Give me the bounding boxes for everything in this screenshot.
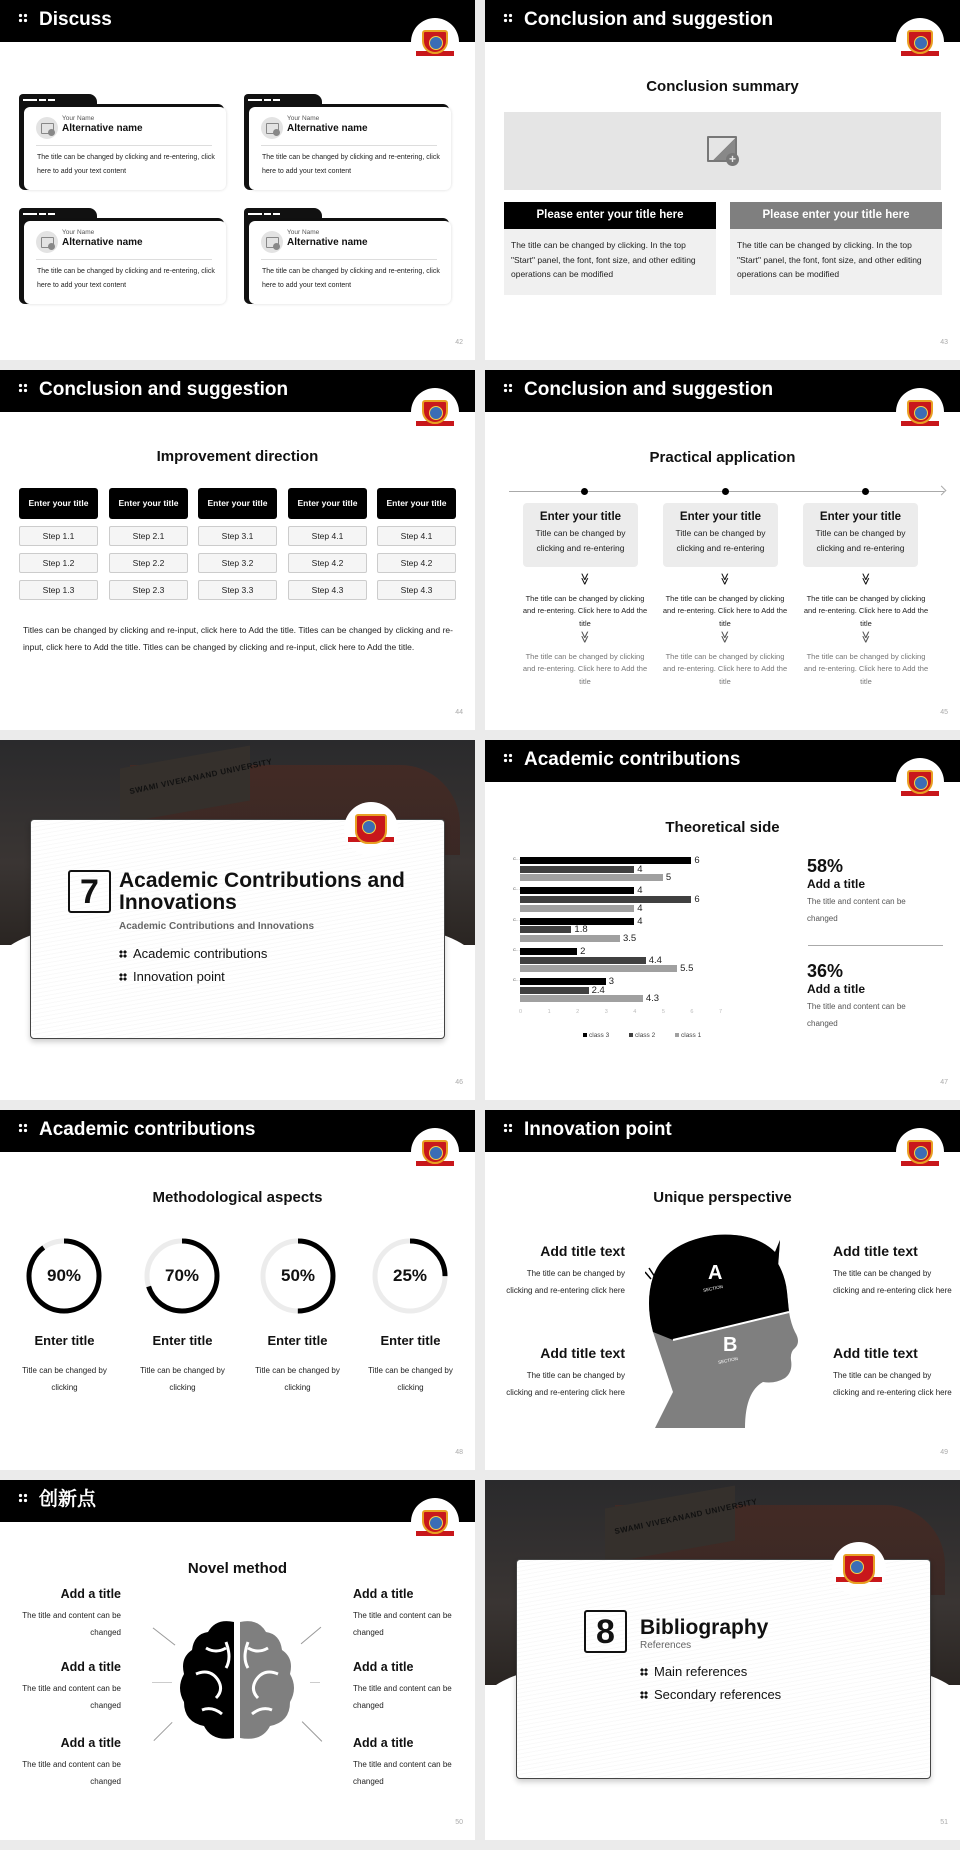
box-text: The title can be changed by clicking. In the top "Start" panel, the font, font size, and other editing operations can be modified [730,229,942,295]
block-title: Add a title [353,1587,414,1601]
dots-icon [503,1123,513,1133]
section-item[interactable]: Secondary references [640,1687,781,1702]
block-title: Add a title [353,1736,414,1750]
bar-value-label: 5.5 [680,963,694,975]
bar-value-label: 6 [694,855,700,866]
step-box[interactable]: Step 1.3 [19,580,98,600]
header-title: Discuss [39,9,112,30]
page-number: 51 [940,1819,948,1826]
dots-icon [18,13,28,23]
block-title: Add a title [60,1587,121,1601]
dots-icon [503,13,513,23]
caption: The title can be changed by clicking and re-entering. Click here to Add the title [803,652,929,686]
slide-subtitle: Improvement direction [156,448,319,465]
name-card[interactable] [16,94,226,192]
dots-icon [18,1123,28,1133]
application-box[interactable] [523,503,638,567]
slide-subtitle: Practical application [649,449,796,466]
dots-icon [640,1691,648,1699]
card-text: The title can be changed by clicking and re-entering, click here to add your text content [37,154,215,175]
stat-text: The title and content can be changed [807,1002,906,1028]
bar-value-label: 1.8 [574,924,588,936]
bar-value-label: 4 [637,885,643,897]
box-desc: Title can be changed by clicking and re-entering [675,528,766,553]
card-text: The title can be changed by clicking and re-entering, click here to add your text content [262,154,440,175]
x-tick-label: 4 [633,1009,637,1015]
double-chevron-down-icon: ≫ [578,572,592,586]
double-chevron-down-icon: ≫ [859,630,873,644]
slide-theoretical-side[interactable] [485,740,960,1100]
step-box[interactable]: Step 4.3 [377,580,456,600]
block-title: Add a title [353,1660,414,1674]
university-crest-logo [896,758,944,806]
bar-chart [513,855,735,1039]
application-box[interactable] [803,503,918,567]
ring-text: Title can be changed by clicking [140,1366,225,1392]
block-title: Add title text [540,1345,625,1361]
column-title[interactable]: Enter your title [19,488,98,519]
page-number: 42 [455,339,463,346]
university-crest-logo [411,388,459,436]
university-crest-logo [832,1542,886,1596]
ring-value: 70% [164,1266,200,1285]
stat-text: The title and content can be changed [807,897,906,923]
block-text: The title and content can be changed [353,1611,452,1637]
head-silhouette-illustration [645,1232,805,1428]
step-box[interactable]: Step 1.2 [19,553,98,573]
bar-value-label: 2 [580,945,586,957]
block-text: The title and content can be changed [22,1760,121,1786]
ring-value: 25% [392,1266,428,1285]
dots-icon [503,383,513,393]
stat-title: Add a title [807,982,866,996]
image-placeholder-icon[interactable] [261,231,283,253]
brain-illustration [176,1618,298,1744]
page-number: 50 [455,1819,463,1826]
block-title: Add a title [60,1736,121,1750]
header-title: Conclusion and suggestion [524,9,774,30]
body-paragraph: Titles can be changed by clicking and re-input, click here to Add the title. Titles can be changed by clicking and re-input, click here to Add the title. Titles can be changed by clicking and re-input, click here to Add the title. [23,625,453,652]
section-label: SECTION [717,1355,739,1366]
step-box[interactable]: Step 4.2 [288,553,367,573]
card-title: Alternative name [62,123,143,134]
bar [520,905,634,912]
slide-improvement-direction[interactable] [0,370,475,730]
card-title: Alternative name [287,237,368,248]
section-number: 8 [584,1610,627,1653]
bar-value-label: 6 [694,893,700,905]
category-label: C… [513,916,520,922]
progress-ring [371,1237,449,1315]
box-text: The title can be changed by clicking. In the top "Start" panel, the font, font size, and other editing operations can be modified [504,229,716,295]
progress-ring [25,1237,103,1315]
step-box[interactable]: Step 2.3 [109,580,188,600]
ring-title: Enter title [152,1333,213,1348]
step-box[interactable]: Step 1.1 [19,526,98,546]
column-title[interactable]: Enter your title [288,488,367,519]
slide-header [485,1110,960,1152]
step-column [377,488,456,600]
progress-ring [143,1237,221,1315]
step-column [198,488,277,600]
slide-header [0,0,475,42]
section-number: 7 [68,870,111,913]
university-crest-logo [896,388,944,436]
stat-value: 36% [807,961,844,981]
bar [520,857,691,864]
slide-header [0,1110,475,1152]
card-title: Alternative name [62,237,143,248]
bar-value-label: 3 [608,976,614,988]
card-text: The title can be changed by clicking and re-entering, click here to add your text content [262,268,440,289]
bar [520,926,571,933]
timeline-dot [722,488,729,495]
stat-value: 58% [807,856,844,876]
image-placeholder-icon[interactable] [36,117,58,139]
university-crest-logo [344,802,398,856]
bar-value-label: 4.3 [645,993,660,1005]
box-title: Enter your title [819,511,902,523]
ring-text: Title can be changed by clicking [368,1366,453,1392]
ring-title: Enter title [267,1333,328,1348]
step-box[interactable]: Step 3.2 [198,553,277,573]
page-number: 43 [940,339,948,346]
bar [520,896,691,903]
caption: The title can be changed by clicking and re-entering. Click here to Add the title [522,594,648,628]
step-box[interactable]: Step 3.3 [198,580,277,600]
step-column [109,488,188,600]
block-text: The title and content can be changed [353,1684,452,1710]
header-title: Innovation point [524,1119,672,1140]
slide-header [485,740,960,782]
card-small-label: Your Name [62,115,95,122]
dots-icon [18,1493,28,1503]
section-subtitle: Academic Contributions and Innovations [119,921,315,932]
header-title: Conclusion and suggestion [524,379,774,400]
dots-icon [119,973,127,981]
university-crest-logo [896,18,944,66]
step-box[interactable]: Step 3.1 [198,526,277,546]
block-text: The title and content can be changed [22,1684,121,1710]
slide-subtitle: Unique perspective [653,1189,792,1206]
university-crest-logo [411,1498,459,1546]
bar [520,957,646,964]
name-card[interactable] [241,94,451,192]
timeline-dot [581,488,588,495]
slide-practical-application[interactable] [485,370,960,730]
university-crest-logo [411,1128,459,1176]
x-tick-label: 0 [519,1009,523,1015]
card-title: Alternative name [287,123,368,134]
page-number: 49 [940,1449,948,1456]
caption: The title can be changed by clicking and re-entering. Click here to Add the title [803,594,929,628]
bar [520,935,620,942]
bar [520,987,589,994]
x-tick-label: 3 [604,1009,608,1015]
section-item[interactable]: Academic contributions [119,946,267,961]
section-label: SECTION [702,1283,724,1294]
university-crest-logo [411,18,459,66]
slide-section-8[interactable] [485,1480,960,1840]
category-label: C… [513,977,520,983]
slide-header [0,370,475,412]
dots-icon [503,753,513,763]
legend-item: class 3 [583,1032,609,1039]
header-title: 创新点 [39,1489,97,1510]
bar-value-label: 2.4 [591,984,605,996]
step-box[interactable]: Step 4.1 [288,526,367,546]
double-chevron-down-icon: ≫ [718,630,732,644]
step-box[interactable]: Step 2.2 [109,553,188,573]
block-text: The title can be changed by clicking and re-entering click here [833,1269,952,1295]
ring-text: Title can be changed by clicking [255,1366,340,1392]
ring-value: 90% [46,1266,82,1285]
step-column [19,488,98,600]
slide-header [485,370,960,412]
ring-value: 50% [280,1266,316,1285]
section-subtitle: References [640,1640,692,1651]
dots-icon [640,1668,648,1676]
progress-ring [259,1237,337,1315]
box-desc: Title can be changed by clicking and re-entering [815,528,906,553]
column-title[interactable]: Enter your title [198,488,277,519]
slide-conclusion-summary[interactable] [485,0,960,360]
page-number: 46 [455,1079,463,1086]
caption: The title can be changed by clicking and re-entering. Click here to Add the title [522,652,648,686]
section-title: Academic Contributions and Innovations [119,869,405,914]
page-number: 48 [455,1449,463,1456]
bar-value-label: 4.4 [648,954,662,966]
bar [520,995,643,1002]
header-title: Conclusion and suggestion [39,379,289,400]
x-tick-label: 1 [547,1009,551,1015]
box-title: Please enter your title here [730,202,942,229]
step-box[interactable]: Step 4.3 [288,580,367,600]
timeline-dot [862,488,869,495]
stat-title: Add a title [807,877,866,891]
legend-item: class 1 [675,1032,701,1039]
bar [520,874,663,881]
column-title[interactable]: Enter your title [377,488,456,519]
application-box[interactable] [663,503,778,567]
slide-discuss[interactable] [0,0,475,360]
slide-section-7[interactable] [0,740,475,1100]
section-a-label: A [708,1262,723,1284]
card-small-label: Your Name [287,229,320,236]
block-text: The title can be changed by clicking and re-entering click here [833,1371,952,1397]
header-title: Academic contributions [524,749,741,770]
slide-subtitle: Theoretical side [665,819,780,836]
column-title[interactable]: Enter your title [109,488,188,519]
box-title: Enter your title [679,511,762,523]
double-chevron-down-icon: ≫ [859,572,873,586]
category-label: C… [513,886,520,892]
page-number: 45 [940,709,948,716]
bar-value-label: 5 [665,872,672,884]
add-image-icon[interactable] [707,136,737,164]
legend-item: class 2 [629,1032,655,1039]
double-chevron-down-icon: ≫ [578,630,592,644]
page-number: 44 [455,709,463,716]
block-title: Add a title [60,1660,121,1674]
ring-text: Title can be changed by clicking [22,1366,107,1392]
caption: The title can be changed by clicking and re-entering. Click here to Add the title [662,652,788,686]
section-item[interactable]: Innovation point [119,969,225,984]
bar [520,948,577,955]
category-label: C… [513,856,520,861]
double-chevron-down-icon: ≫ [718,572,732,586]
slide-subtitle: Conclusion summary [646,78,799,95]
bar-value-label: 4 [637,915,643,927]
bar [520,887,634,894]
title-box[interactable] [730,202,942,295]
x-tick-label: 7 [719,1009,723,1015]
box-title: Please enter your title here [504,202,716,229]
image-placeholder[interactable] [504,112,941,190]
step-box[interactable]: Step 4.1 [377,526,456,546]
bar [520,866,634,873]
step-column [288,488,367,600]
slide-novel-method[interactable] [0,1480,475,1840]
bar [520,965,677,972]
block-title: Add title text [833,1345,918,1361]
x-tick-label: 2 [576,1009,580,1015]
bar-value-label: 4 [637,902,643,914]
block-text: The title can be changed by clicking and re-entering click here [506,1269,625,1295]
card-text: The title can be changed by clicking and re-entering, click here to add your text content [37,268,215,289]
slide-subtitle: Novel method [187,1560,288,1577]
slide-unique-perspective[interactable] [485,1110,960,1470]
card-small-label: Your Name [287,115,320,122]
caption: The title can be changed by clicking and re-entering. Click here to Add the title [662,594,788,628]
block-title: Add title text [540,1243,625,1259]
box-desc: Title can be changed by clicking and re-entering [535,528,626,553]
name-card[interactable] [16,208,226,306]
x-tick-label: 5 [661,1009,665,1015]
university-crest-logo [896,1128,944,1176]
step-box[interactable]: Step 4.2 [377,553,456,573]
stat-block [807,961,917,1032]
category-label: C… [513,946,520,952]
arrow-right-icon [937,486,947,496]
bar-value-label: 4 [637,863,643,875]
title-box[interactable] [504,202,716,295]
ring-title: Enter title [380,1333,441,1348]
header-title: Academic contributions [39,1119,256,1140]
block-text: The title and content can be changed [22,1611,121,1637]
building-sign-text: SWAMI VIVEKANAND UNIVERSITY [128,756,274,797]
page-number: 47 [940,1079,948,1086]
block-title: Add title text [833,1243,918,1259]
step-box[interactable]: Step 2.1 [109,526,188,546]
box-title: Enter your title [539,511,622,523]
slide-header [0,1480,475,1522]
image-placeholder-icon[interactable] [261,117,283,139]
name-card[interactable] [241,208,451,306]
block-text: The title can be changed by clicking and re-entering click here [506,1371,625,1397]
slide-header [485,0,960,42]
section-b-label: B [723,1334,738,1356]
slide-methodological-aspects[interactable] [0,1110,475,1470]
divider [808,945,943,946]
dots-icon [18,383,28,393]
x-tick-label: 6 [690,1009,694,1015]
bar-value-label: 3.5 [623,932,637,944]
stat-block [807,856,917,927]
dots-icon [119,950,127,958]
building-sign-text: SWAMI VIVEKANAND UNIVERSITY [613,1496,759,1537]
section-title: Bibliography [640,1616,769,1639]
card-small-label: Your Name [62,229,95,236]
slide-subtitle: Methodological aspects [152,1189,323,1206]
ring-title: Enter title [34,1333,95,1348]
block-text: The title and content can be changed [353,1760,452,1786]
image-placeholder-icon[interactable] [36,231,58,253]
section-item[interactable]: Main references [640,1664,747,1679]
